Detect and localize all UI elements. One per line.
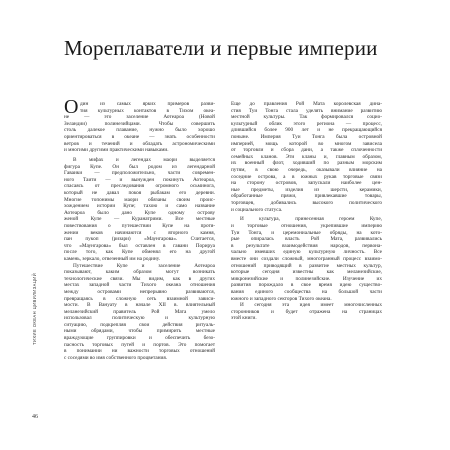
text-line: торговцев, добивались высокого политического xyxy=(231,199,382,206)
text-line: что «Маунгарова» был оставлен в гавани Порируа xyxy=(64,242,215,249)
text-line: Многие топонимы маори обязаны своим проис- xyxy=(64,196,215,203)
text-line: рые опиралась власть Рой Мата, развивались xyxy=(231,236,382,243)
text-line: с соседями во имя собственного процветания. xyxy=(64,354,168,361)
text-line: семейных кланов. Эти кланы и, главным образом, xyxy=(231,153,382,160)
text-line: Еще до правления Рой Мата королевская дина- xyxy=(231,101,382,107)
text-line: соседние острова, а в южных рукав торговые связи xyxy=(231,173,382,180)
text-line: враждующие группировки и обеспечить безо- xyxy=(64,335,215,342)
text-line: от торговли и сбора дани, а также сплоченности xyxy=(231,147,382,154)
text-line: чально имевших единую культурную личность. Все xyxy=(231,249,382,256)
text-line: повествования о путешествии Купе на протя- xyxy=(64,222,215,229)
text-line: и социального статуса. xyxy=(231,206,283,213)
text-line: и многими другими практическими навыками. xyxy=(64,147,169,154)
text-line: Аотеароа было дано Купе одному острову xyxy=(64,209,215,216)
text-line: стия Туи Тонга стала уделять внимание развитию xyxy=(231,107,382,114)
text-line: ситуацию, подкрепляя свои действия ритуаль- xyxy=(64,321,215,328)
text-line: И сегодня эта идея имеет многочисленных xyxy=(240,302,382,309)
text-line: который не давал покоя рыбакам его деревни. xyxy=(64,190,215,197)
text-line: длившийся более 900 лет и не прекращающийся xyxy=(231,127,382,134)
text-line: использовал политическую и культурную xyxy=(64,315,215,322)
text-line: южного и западного секторов Тихого океана. xyxy=(231,295,332,302)
text-line: ного Таити — и вынужден покинуть Аотеароа, xyxy=(64,176,215,183)
text-line: ными обрядами, чтобы примирить местные xyxy=(64,328,215,335)
text-line: вания единого сообщества на большой части xyxy=(231,288,382,295)
text-line: на сторону островов, запускали наиболее цен- xyxy=(231,180,382,187)
text-line: пан пукоп (ризари) «Маунгарова». Считается, xyxy=(64,236,215,243)
page-number: 46 xyxy=(32,414,38,420)
text-line: поныне. Империя Туи Тонга была островной xyxy=(231,133,382,140)
text-line: пасность торговых путей и портов. Это помогает xyxy=(64,341,215,348)
text-line: империей, мощь которой во многом зависела xyxy=(231,140,382,147)
text-line: меланезийский правитель Рой Мата умело xyxy=(64,308,215,315)
left-column xyxy=(64,96,215,361)
text-line: ветров и течений и обладать астрономическими xyxy=(64,140,215,147)
text-line: хождением истории Купе; тахою и само название xyxy=(64,203,215,210)
text-line: Зеландии) полинезийцами. Чтобы совершить xyxy=(64,120,215,127)
text-line: фигура Купе. Он был родом из легендарной xyxy=(64,163,215,170)
text-line: столь далекое плавание, нужно было хорошо xyxy=(64,127,215,134)
text-line: этой книги. xyxy=(231,315,257,322)
text-line: ориентироваться в океане — знать особенности xyxy=(64,133,215,140)
text-line: обработанные пряжи, привлекавшие товары, xyxy=(231,193,382,200)
right-column xyxy=(231,101,382,322)
chapter-title: Мореплаватели и первые империи xyxy=(64,36,378,60)
text-line: Путешествие Купе и заселение Аотеароа xyxy=(73,262,215,269)
text-line: камень, зеркало, отвезенный им на родину. xyxy=(64,255,161,262)
text-line: мости. В Вануату в начале XII в. влиятельный xyxy=(64,302,215,309)
text-line: Туи Тонга, и церемониальные обряды, на кото- xyxy=(231,229,382,236)
text-line: развития порождало в свое время идею существо- xyxy=(231,282,382,289)
text-line: путям, в свою очередь, оказывали влияние на xyxy=(231,166,382,173)
text-line: Гаваики — предположительно, части современ- xyxy=(64,170,215,177)
text-line: местах западной части Тихого океана отношения xyxy=(64,282,215,289)
text-line: после того, как Купе обменял его на другой xyxy=(64,249,215,256)
text-line: технологические связи. Мы видим, как в других xyxy=(64,275,215,282)
text-line: сторонников и будет отражена на страницах xyxy=(231,308,382,315)
text-line: не — это заселение Аотеароа (Новой xyxy=(64,114,215,121)
drop-cap: О xyxy=(64,96,79,118)
text-line: и торговые отношения, укрепившие империю xyxy=(231,222,382,229)
text-line: местной культуры. Так формировался социо- xyxy=(231,114,382,121)
text-line: женой Купе — Куранатрими. Все местные xyxy=(64,216,215,223)
text-line: спасаясь от преследования огромного осьминога, xyxy=(64,183,215,190)
text-line: в понимании ни важности торговых отношений xyxy=(64,348,215,355)
text-line: И культура, принесенная героем Купе, xyxy=(240,216,382,223)
text-line: вместе они создали сложный, многогранный процесс взаимо- xyxy=(231,255,382,262)
text-line: превращаясь в сложную сеть взаимной зависи- xyxy=(64,295,215,302)
text-line: между островами непрерывно развиваются, xyxy=(64,288,215,295)
text-line: ные предметы, изделия из шерсти, керамики, xyxy=(231,186,382,193)
text-line: В мифах и легендах маори выделяется xyxy=(73,157,215,164)
text-line: показывают, каким образом могут возникать xyxy=(64,269,215,276)
text-line: культурный облик этого региона — процесс, xyxy=(231,120,382,127)
text-line: отношений приводящий в развитие местных культур, xyxy=(231,262,382,269)
running-head: ТИХИЕ ОКЕАН ЦИВИЛИЗАЦИЙ xyxy=(32,272,37,345)
text-line: дин из самых ярких примеров разви- xyxy=(80,101,215,107)
text-line: микронезийские и полинезийские. Изучение их xyxy=(231,275,382,282)
text-line: которые сегодня известны как меланезийские, xyxy=(231,269,382,276)
text-line: тия культурных контактов в Тихом океа- xyxy=(80,107,215,114)
text-line: жении веков начинаются с вторного камня, xyxy=(64,229,215,236)
text-line: их военный флот, ходивший по разным морским xyxy=(231,160,382,167)
text-line: в результате взаимодействия народов, первона- xyxy=(231,242,382,249)
